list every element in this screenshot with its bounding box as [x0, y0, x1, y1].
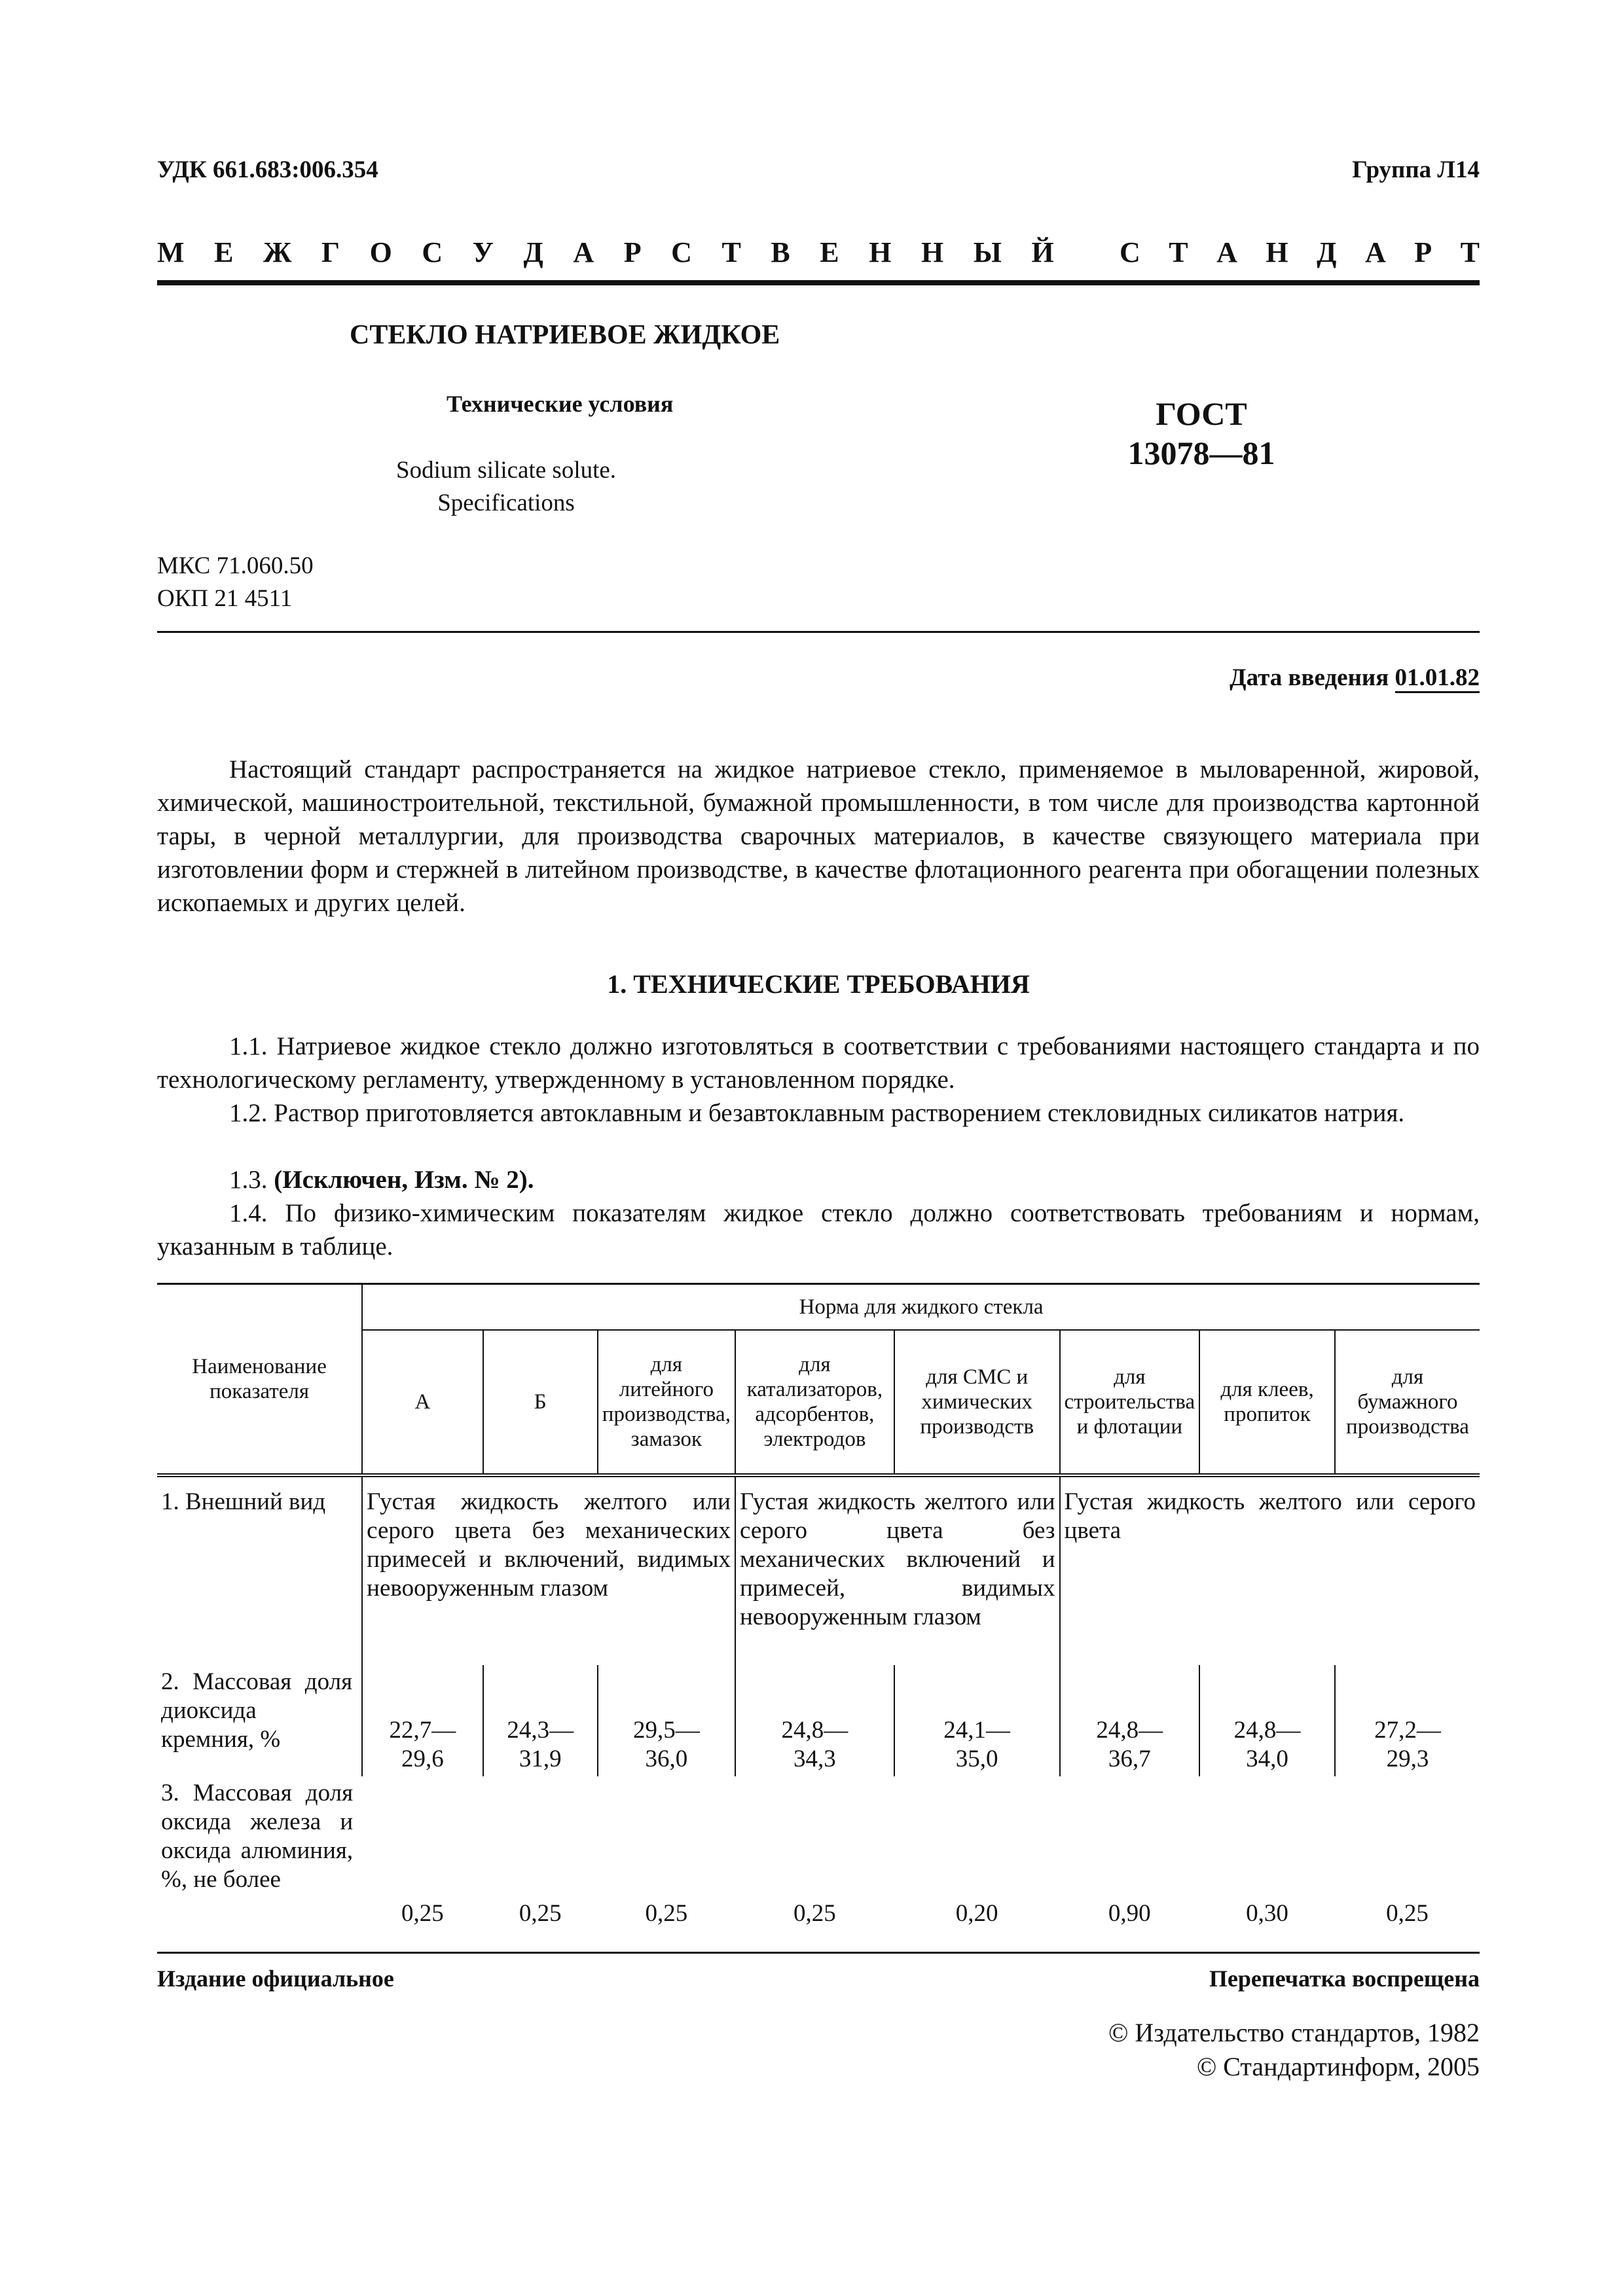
column-header: для катализаторов, адсорбентов, электродов	[735, 1330, 894, 1475]
mks-code: МКС 71.060.50	[157, 552, 314, 579]
norms-table	[157, 1283, 1480, 1933]
column-group-header: Норма для жидкого стекла	[362, 1284, 1480, 1330]
heading-letter: А	[1216, 236, 1237, 268]
introduction-date	[1230, 664, 1480, 692]
header-rule	[157, 280, 1480, 285]
heading-letter: Т	[1460, 236, 1480, 268]
heading-letter: Ж	[263, 236, 292, 268]
intro-paragraph: Настоящий стандарт распространяется на жидкое натриевое стекло, применяемое в мыловаренной, жировой, химической, машиностроительной, текстильной, бумажной промышленности, в том числе для производства картонной тары, в черной металлургии, для производства сварочных материалов, в качестве связующего материала при изготовлении форм и стержней в литейном производстве, в качестве флотационного реагента при обогащении полезных ископаемых и других целей.	[157, 755, 1480, 917]
heading-letter: С	[1120, 236, 1140, 268]
document-title: СТЕКЛО НАТРИЕВОЕ ЖИДКОЕ	[350, 320, 780, 350]
copyright-line: © Издательство стандартов, 1982	[1108, 2018, 1480, 2047]
heading-letter: Н	[1266, 236, 1288, 268]
column-header: для СМС и химических производств	[894, 1330, 1060, 1475]
heading-letter: Р	[623, 236, 642, 268]
gost-label: ГОСТ	[1156, 395, 1247, 432]
table-cell	[1060, 1665, 1200, 1776]
heading-letter: Е	[820, 236, 839, 268]
heading-letter: А	[1364, 236, 1386, 268]
appearance-text: Густая жидкость желтого или серого цвета без механических включений и примесей, видимых невооруженным глазом	[735, 1475, 1060, 1665]
heading-letter: Д	[523, 236, 543, 268]
interstate-word	[157, 236, 1054, 269]
heading-letter: О	[369, 236, 392, 268]
column-header: для клеев, пропиток	[1199, 1330, 1335, 1475]
english-title	[396, 454, 616, 520]
copyright-block	[1108, 2016, 1480, 2084]
clause-1-2: 1.2. Раствор приготовляется автоклавным и безавтоклавным растворением стекловидных силикатов натрия.	[229, 1099, 1405, 1127]
heading-letter: Т	[1169, 236, 1188, 268]
column-header: для бумажного производства	[1335, 1330, 1480, 1475]
cell-value: 22,7— 29,6	[389, 1716, 456, 1772]
document-subtitle: Технические условия	[447, 391, 674, 417]
column-header: для строительства и флотации	[1060, 1330, 1200, 1475]
table-cell	[362, 1665, 483, 1776]
column-header: для литейного производства, замазок	[598, 1330, 735, 1475]
table-row	[157, 1475, 1480, 1665]
heading-letter: Ы	[973, 236, 1002, 268]
cell-value: 29,5— 36,0	[632, 1716, 700, 1772]
reprint-prohibited-label: Перепечатка воспрещена	[1209, 1965, 1480, 1992]
row-name: 2. Массовая доля диоксида кремния, %	[161, 1668, 353, 1753]
column-header: А	[362, 1330, 483, 1475]
table-row	[157, 1776, 1480, 1933]
appearance-text: Густая жидкость желтого или серого цвета	[1060, 1475, 1480, 1665]
heading-letter: Е	[214, 236, 234, 268]
heading-letter: С	[671, 236, 692, 268]
heading-letter: М	[157, 236, 185, 268]
cell-value: 24,8— 34,3	[781, 1716, 848, 1772]
table-cell: 0,20	[955, 1899, 998, 1927]
footer-rule	[157, 1952, 1480, 1954]
table-cell: 0,90	[1108, 1899, 1151, 1927]
clause-1-3-text: (Исключен, Изм. № 2).	[274, 1166, 534, 1194]
cell-value: 24,8— 34,0	[1233, 1716, 1301, 1772]
heading-letter: Р	[1414, 236, 1432, 268]
table-row	[157, 1665, 1480, 1776]
heading-letter: Д	[1317, 236, 1337, 268]
table-cell	[598, 1665, 735, 1776]
clause-1-4: 1.4. По физико-химическим показателям жидкое стекло должно соответствовать требованиям и нормам, указанным в таблице.	[157, 1199, 1480, 1261]
heading-letter: У	[472, 236, 494, 268]
introduction-date-value: 01.01.82	[1395, 664, 1480, 693]
official-edition-label: Издание официальное	[157, 1965, 394, 1992]
gost-number	[1093, 394, 1309, 473]
appearance-text: Густая жидкость желтого или серого цвета без механических примесей и включений, видимых невооруженным глазом	[362, 1475, 735, 1665]
table-cell: 0,30	[1246, 1899, 1288, 1927]
clause-1-1: 1.1. Натриевое жидкое стекло должно изготовляться в соответствии с требованиями настоящего стандарта и по технологическому регламенту, утвержденному в установленном порядке.	[157, 1032, 1480, 1094]
clause-1-3-number: 1.3.	[229, 1166, 274, 1194]
table-cell: 0,25	[401, 1899, 444, 1927]
heading-letter: Н	[921, 236, 944, 268]
table-cell: 0,25	[1386, 1899, 1429, 1927]
okp-code: ОКП 21 4511	[157, 585, 293, 612]
heading-letter: Г	[321, 236, 340, 268]
cell-value: 24,8— 36,7	[1096, 1716, 1163, 1772]
column-header: Б	[483, 1330, 598, 1475]
document-page	[157, 0, 1480, 2296]
table-cell	[483, 1665, 598, 1776]
table-cell	[1199, 1665, 1335, 1776]
table-cell: 0,25	[645, 1899, 688, 1927]
english-title-line: Specifications	[437, 490, 575, 516]
table-cell	[894, 1665, 1060, 1776]
row-name: 1. Внешний вид	[161, 1488, 326, 1515]
cell-value: 24,3— 31,9	[507, 1716, 574, 1772]
table-cell	[735, 1665, 894, 1776]
heading-letter: С	[422, 236, 443, 268]
group-code: Группа Л14	[1352, 156, 1480, 183]
cell-value: 24,1— 35,0	[943, 1716, 1011, 1772]
cell-value: 27,2— 29,3	[1374, 1716, 1441, 1772]
heading-letter: Н	[869, 236, 892, 268]
interstate-standard-heading	[157, 236, 1480, 269]
section-heading: 1. ТЕХНИЧЕСКИЕ ТРЕБОВАНИЯ	[607, 969, 1030, 999]
column-header-indicator: Наименование показателя	[157, 1284, 362, 1475]
row-name: 3. Массовая доля оксида железа и оксида алюминия, %, не более	[161, 1779, 354, 1893]
clause-1-3	[157, 1163, 1480, 1196]
gost-code: 13078—81	[1127, 435, 1275, 471]
table-cell: 0,25	[519, 1899, 562, 1927]
english-title-line: Sodium silicate solute.	[396, 457, 617, 484]
introduction-date-label: Дата введения	[1230, 664, 1395, 691]
table-cell	[1335, 1665, 1480, 1776]
standard-word	[1120, 236, 1480, 269]
heading-letter: А	[573, 236, 594, 268]
title-block-rule	[157, 631, 1480, 633]
heading-letter: Й	[1031, 236, 1054, 268]
table-cell: 0,25	[793, 1899, 836, 1927]
copyright-line: © Стандартинформ, 2005	[1196, 2052, 1480, 2081]
udk-code: УДК 661.683:006.354	[157, 156, 378, 183]
classification-codes	[157, 550, 314, 615]
heading-letter: Т	[721, 236, 741, 268]
heading-letter: В	[771, 236, 790, 268]
